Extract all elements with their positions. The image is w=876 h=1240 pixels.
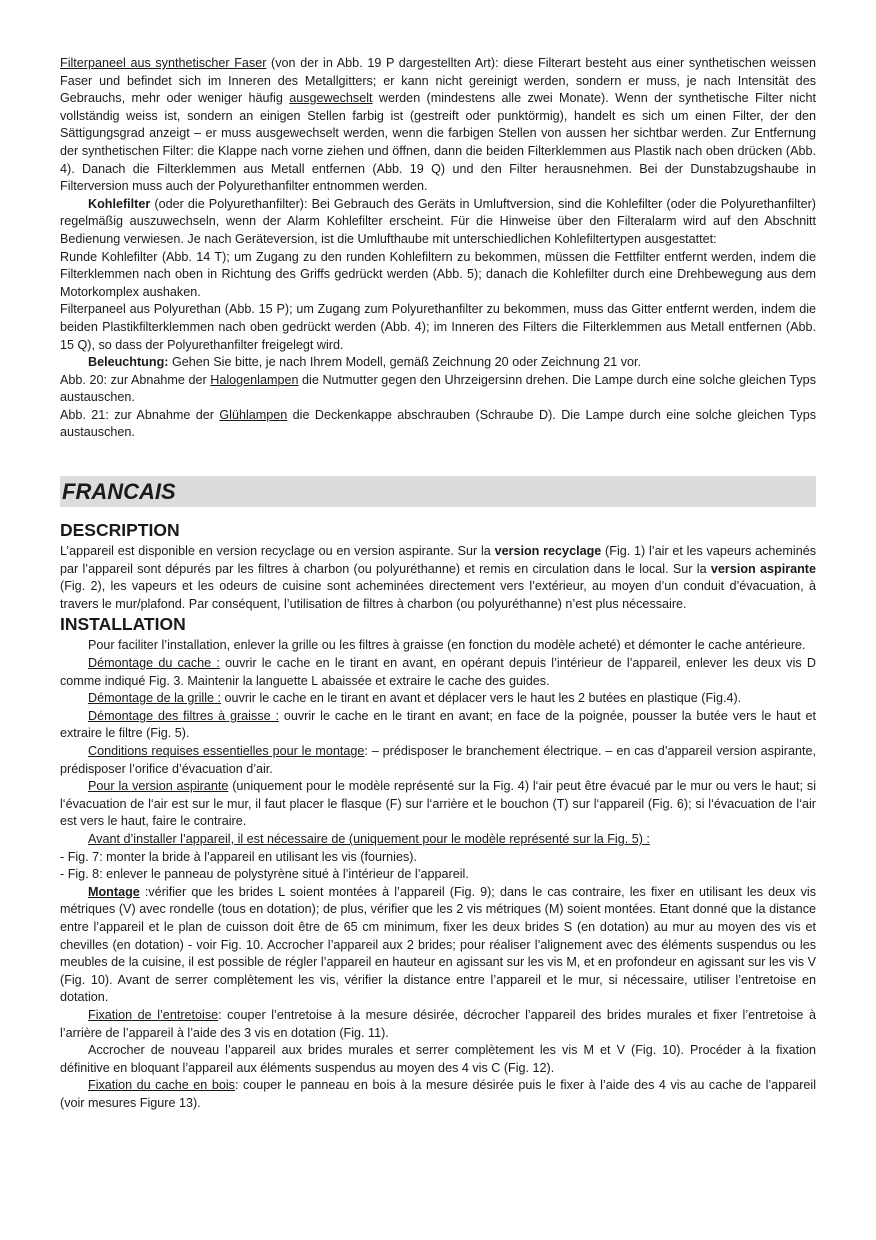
french-description-paragraph: L’appareil est disponible en version recyclage ou en version aspirante. Sur la version recyclage (Fig. 1) l’air et les vapeurs acheminés par l’appareil sont dépurés par les filtres à charbon (ou polyuréthanne) et remis en circulation dans le local. Sur la version aspirante (Fig. 2), les vapeurs et les odeurs de cuisine sont acheminées directement vers l’extérieur, au moyen d’un conduit d’évacuation, à travers le mur/plafond. Par conséquent, l’utilisation de filtres à charbon (ou polyuréthanne) n’est plus nécessaire. [60, 544, 817, 611]
french-grille-removal-paragraph: Démontage de la grille : ouvrir le cache en le tirant en avant et déplacer vers le haut les 2 butées en plastique (Fig.4). [88, 691, 742, 706]
french-cover-removal-paragraph: Démontage du cache : ouvrir le cache en le tirant en avant, en opérant depuis l’intérieur de l’appareil, enlever les deux vis D comme indiqué Fig. 3. Maintenir la languette L abaissée et extraire le cache des guides. [60, 656, 817, 688]
german-round-carbon-filter-paragraph: Runde Kohlefilter (Abb. 14 T); um Zugang zu den runden Kohlefiltern zu bekommen, müssen die Fettfilter entfernt werden, indem die Filterklemmen nach oben in Richtung des Griffs gedrückt werden (Abb. 5); danach die Kohlefilter durch eine Drehbewegung aus dem Motorkomplex aushaken. [60, 249, 816, 299]
german-fig21-paragraph: Abb. 21: zur Abnahme der Glühlampen die Deckenkappe abschrauben (Schraube D). Die Lampe durch eine solche gleichen Typs austauschen. [60, 407, 817, 440]
french-grease-filter-removal-paragraph: Démontage des filtres à graisse : ouvrir le cache en le tirant en avant; en face de la poignée, pousser la butée vers le haut et extraire le filtre (Fig. 5). [60, 708, 816, 741]
french-before-install-paragraph: Avant d’installer l’appareil, il est nécessaire de (uniquement pour le modèle représenté sur la Fig. 5) : [88, 831, 650, 846]
french-mounting-requirements-paragraph: Conditions requises essentielles pour le montage: – prédisposer le branchement électrique. – en cas d’appareil version aspirante, prédisposer l’orifice d’évacuation d’air. [60, 744, 816, 776]
german-synthetic-filter-paragraph: Filterpaneel aus synthetischer Faser (von der in Abb. 19 P dargestellten Art): diese Filterart besteht aus einer synthetischen weissen Faser und befindet sich im Inneren des Metallgitters; er kann nicht gereinigt werden, sondern er muss, je nach Intensität des Gebrauchs, mehr oder weniger häufig ausgewechselt werden (mindestens alle zwei Monate). Wenn der synthetische Filter nicht vollständig weiss ist, sondern an einigen Stellen farbig ist (gestreift oder punktörmig), handelt es sich um einen Filter, der den Sättigungsgrad anzeigt – er muss ausgewechselt werden, wenn die farbigen Stellen von aussen her sichtbar werden. Zur Entfernung der synthetischen Filter: die Klappe nach vorne ziehen und öffnen, dann die beiden Filterklemmen aus Plastik nach oben drücken (Abb. 4). Danach die Filterklemmen aus Metall entfernen (Abb. 19 Q) und den Filter herausnehmen. Bei der Dunstabzugshaube in Filterversion muss auch der Polyurethanfilter entnommen werden. [60, 56, 817, 194]
french-rehang-paragraph: Accrocher de nouveau l’appareil aux brides murales et serrer complètement les vis M et V (Fig. 10). Procéder à la fixation définitive en bloquant l’appareil aux éléments suspendus au moyen des 4 vis C (Fig. 12). [60, 1043, 816, 1075]
german-carbon-filter-paragraph: Kohlefilter (oder die Polyurethanfilter): Bei Gebrauch des Geräts in Umluftversion, sind die Kohlefilter (oder die Polyurethanfilter) regelmäßig auszuwechseln, wenn der Alarm Kohlefilter erscheint. Für die Hinweise über den Filteralarm wird auf den Abschnitt Bedienung verwiesen. Je nach Geräteversion, ist die Umlufthaube mit unterschiedlichen Kohlefiltertypen ausgestattet: [60, 196, 816, 246]
french-spacer-fixing-paragraph: Fixation de l’entretoise: couper l’entretoise à la mesure désirée, décrocher l’appareil des brides murales et fixer l’entretoise à l’arrière de l’appareil à l’aide des 3 vis en dotation (Fig. 11). [60, 1007, 816, 1040]
french-install-intro-paragraph: Pour faciliter l’installation, enlever la grille ou les filtres à graisse (en fonction du modèle acheté) et démonter le cache antérieure. [88, 638, 806, 653]
french-mounting-paragraph: Montage :vérifier que les brides L soient montées à l’appareil (Fig. 9); dans le cas contraire, les fixer en utilisant les deux vis métriques (V) avec rondelle (tous en dotation); de plus, vérifier que les 2 vis métriques (M) soient montées. Etant donné que la distance entre l’appareil et le plan de cuisson doit être de 65 cm minimum, fixer les deux brides S (en dotation) au mur au moyen des vis et chevilles (en dotation) - voir Fig. 10. Accrocher l’appareil aux 2 brides; pour réaliser l’alignement avec des éléments suspendus ou les meubles de la cuisine, il est possible de régler l’appareil en hauteur en agissant sur les vis M, et en profondeur en agissant sur les vis V (Fig. 10). Avant de serrer complètement les vis, vérifier la distance entre l’appareil et le mur, si nécessaire, utiliser l’entretoise en dotation. [60, 884, 816, 1005]
french-fig7-item: - Fig. 7: monter la bride à l’appareil en utilisant les vis (fournies). [60, 849, 417, 864]
french-wooden-cover-paragraph: Fixation du cache en bois: couper le panneau en bois à la mesure désirée puis le fixer à l’aide des 4 vis au cache de l’appareil (voir mesures Figure 13). [60, 1078, 816, 1110]
french-extraction-version-paragraph: Pour la version aspirante (uniquement pour le modèle représenté sur la Fig. 4) l‘air peut être évacué par le mur ou vers le haut; si l‘évacuation de l‘air est sur le mur, il faut placer le flasque (F) sur l‘arrière et le bouchon (T) sur l‘appareil (Fig. 6); si l‘évacuation de l‘air est vers le haut, faire le contraire. [60, 779, 816, 829]
installation-heading: INSTALLATION [60, 614, 186, 635]
description-heading: DESCRIPTION [60, 520, 180, 541]
french-fig8-item: - Fig. 8: enlever le panneau de polystyrène situé à l’intérieur de l’appareil. [60, 867, 469, 882]
german-fig20-paragraph: Abb. 20: zur Abnahme der Halogenlampen die Nutmutter gegen den Uhrzeigersinn drehen. Die Lampe durch eine solche gleichen Typs austauschen. [60, 372, 816, 405]
french-section-banner: FRANCAIS [60, 476, 816, 507]
german-polyurethane-panel-paragraph: Filterpaneel aus Polyurethan (Abb. 15 P); um Zugang zum Polyurethanfilter zu bekommen, muss das Gitter entfernt werden, indem die beiden Plastikfilterklemmen nach oben gedrückt werden (Abb. 4); im Inneren des Filters die Filterklemmen aus Metall entfernen (Abb. 15 Q), so dass der Polyurethanfilter freigelegt wird. [60, 302, 816, 352]
german-lighting-paragraph: Beleuchtung: Gehen Sie bitte, je nach Ihrem Modell, gemäß Zeichnung 20 oder Zeichnung 21 vor. [88, 355, 642, 370]
document-page [60, 55, 816, 1112]
